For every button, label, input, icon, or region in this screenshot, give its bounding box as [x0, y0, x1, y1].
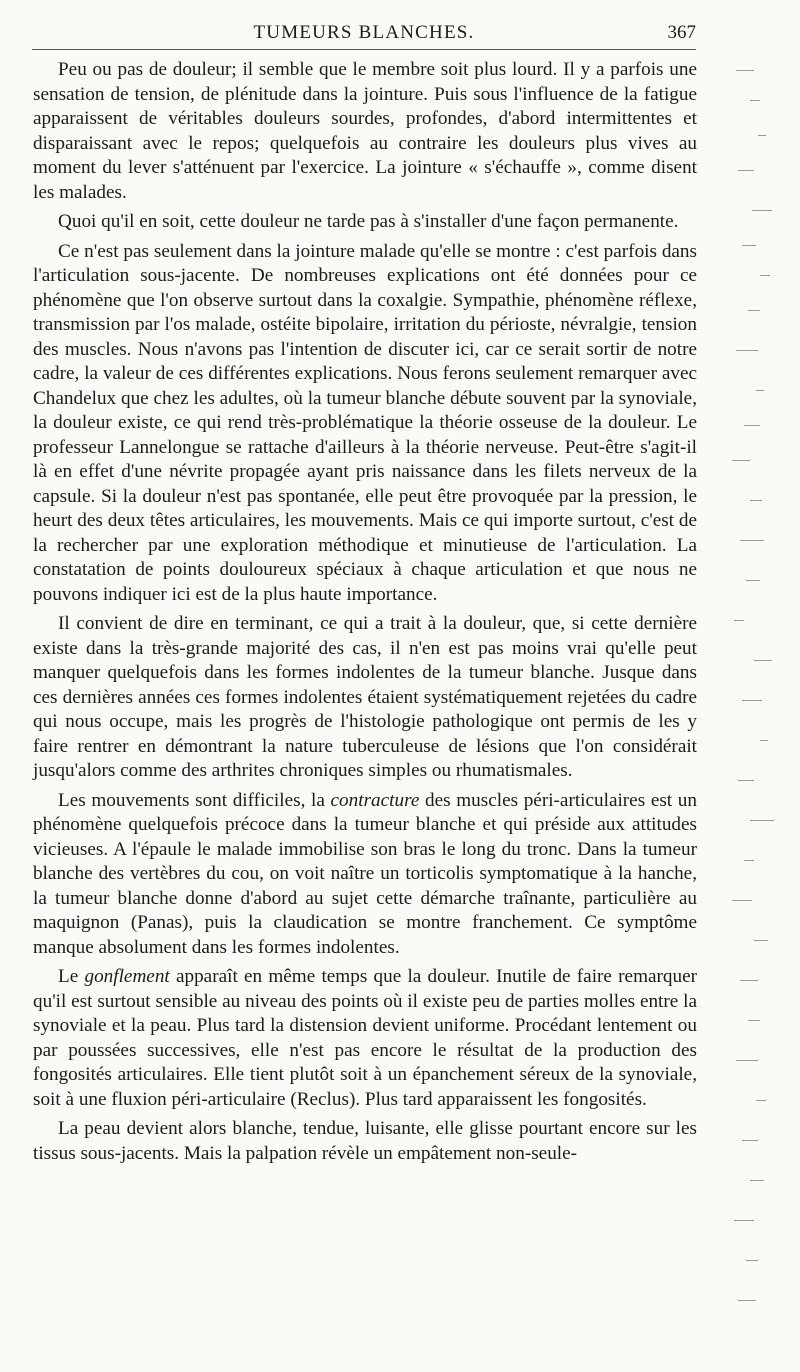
running-title: TUMEURS BLANCHES. — [253, 22, 475, 43]
scan-mark — [758, 135, 766, 136]
scan-mark — [742, 245, 756, 246]
paragraph — [33, 58, 697, 205]
scan-mark — [748, 310, 760, 311]
margin-marks — [730, 60, 790, 1340]
running-head — [32, 22, 696, 48]
paragraph — [33, 789, 697, 961]
scan-mark — [756, 390, 764, 391]
scan-mark — [750, 500, 762, 501]
text-run: Le — [58, 966, 85, 987]
scan-mark — [756, 1100, 766, 1101]
scan-mark — [742, 700, 762, 701]
body-text — [33, 58, 697, 1171]
header-rule — [32, 49, 696, 50]
text-run: Il convient de dire en terminant, ce qui a trait à la douleur, que, si cette dernière existe dans la très-grande majorité des cas, il n'en est pas moins vrai qu'elle peut manquer quelquefois dans les formes indolentes de la tumeur blanche. Jusque dans ces dernières années ces formes indolentes étaient systématiquement rejetées du cadre qui nous occupe, mais les progrès de l'histologie pathologique ont permis de les y faire rentrer en démontrant la nature tuberculeuse de lésions que l'on considérait jusqu'alors comme des arthrites chroniques simples ou rhumatismales. — [33, 613, 697, 781]
paragraph — [33, 612, 697, 784]
scan-mark — [760, 740, 768, 741]
scan-mark — [734, 620, 744, 621]
text-run: Quoi qu'il en soit, cette douleur ne tarde pas à s'installer d'une façon permanente. — [58, 211, 679, 232]
scan-mark — [740, 540, 764, 541]
text-run: La peau devient alors blanche, tendue, luisante, elle glisse pourtant encore sur les tissus sous-jacents. Mais la palpation révèle un empâtement non-seule- — [33, 1118, 697, 1164]
text-run: Ce n'est pas seulement dans la jointure malade qu'elle se montre : c'est parfois dans l'articulation sous-jacente. De nombreuses explications ont été données pour ce phénomène que l'on observe surtout dans la coxalgie. Sympathie, phénomène réflexe, transmission par l'os malade, ostéite bipolaire, irritation du périoste, névralgie, tension des muscles. Nous n'avons pas l'intention de discuter ici, car ce serait sortir de notre cadre, la valeur de ces différentes explications. Nous ferons seulement remarquer avec Chandelux que chez les adultes, où la tumeur blanche débute souvent par la synoviale, la douleur existe, ce qui rend très-problématique la théorie osseuse de la douleur. Le professeur Lannelongue se rattache d'ailleurs à la théorie nerveuse. Peut-être s'agit-il là en effet d'une névrite propagée ayant pris naissance dans les filets nerveux de la capsule. Si la douleur n'est pas spontanée, elle peut être provoquée par la pression, le heurt des deux têtes articulaires, les mouvements. Mais ce qui importe surtout, c'est de la rechercher par une exploration méthodique et minutieuse de l'articulation. La constatation de points douloureux spéciaux à chaque articulation et que nous ne pouvons indiquer ici est de la plus haute importance. — [33, 240, 697, 605]
text-run: des muscles péri-articulaires est un phénomène quelquefois précoce dans la tumeur blanche et qui préside aux attitudes vicieuses. A l'épaule le malade immobilise son bras le long du tronc. Dans la tumeur blanche des vertèbres du cou, on voit naître un torticolis symptomatique à la hanche, la tumeur blanche donne d'abord au sujet cette démarche traînante, particulière au maquignon (Panas), puis la claudication se montre franchement. Ce symptôme manque absolument dans les formes indolentes. — [33, 789, 697, 958]
scan-mark — [752, 210, 772, 211]
paragraph — [33, 1117, 697, 1166]
scan-mark — [736, 350, 758, 351]
scan-mark — [738, 1300, 756, 1301]
scan-mark — [736, 70, 754, 71]
scan-mark — [750, 100, 760, 101]
paragraph — [33, 240, 697, 608]
scan-mark — [744, 425, 760, 426]
scan-mark — [734, 1220, 754, 1221]
scan-mark — [738, 170, 754, 171]
scan-mark — [744, 860, 754, 861]
scan-mark — [742, 1140, 758, 1141]
page-number: 367 — [667, 22, 696, 43]
scan-mark — [732, 900, 752, 901]
scan-mark — [740, 980, 758, 981]
italic-term: contracture — [330, 789, 420, 811]
paragraph — [33, 965, 697, 1112]
scan-mark — [736, 1060, 758, 1061]
italic-term: gonflement — [84, 966, 170, 987]
paragraph — [33, 210, 697, 235]
scan-mark — [746, 580, 760, 581]
scan-mark — [746, 1260, 758, 1261]
scan-mark — [750, 1180, 764, 1181]
scan-mark — [732, 460, 750, 461]
scan-mark — [760, 275, 770, 276]
scan-mark — [750, 820, 774, 821]
text-run: Les mouvements sont difficiles, la — [58, 789, 331, 811]
scan-mark — [738, 780, 754, 781]
scan-mark — [754, 940, 768, 941]
text-run: apparaît en même temps que la douleur. Inutile de faire remarquer qu'il est surtout sensible au niveau des points où il existe peu de parties molles entre la synoviale et la peau. Plus tard la distension devient uniforme. Procédant lentement ou par poussées successives, elle n'est pas encore le résultat de la production des fongosités articulaires. Elle tient plutôt soit à un épanchement séreux de la synoviale, soit à une fluxion péri-articulaire (Reclus). Plus tard apparaissent les fongosités. — [33, 966, 697, 1110]
scan-mark — [748, 1020, 760, 1021]
scan-mark — [754, 660, 772, 661]
text-run: Peu ou pas de douleur; il semble que le membre soit plus lourd. Il y a parfois une sensation de tension, de plénitude dans la jointure. Puis sous l'influence de la fatigue apparaissent de véritables douleurs sourdes, profondes, d'abord intermittentes et disparaissant avec le repos; quelquefois au contraire les douleurs plus vives au moment du lever s'atténuent par l'exercice. La jointure « s'échauffe », comme disent les malades. — [33, 59, 697, 203]
